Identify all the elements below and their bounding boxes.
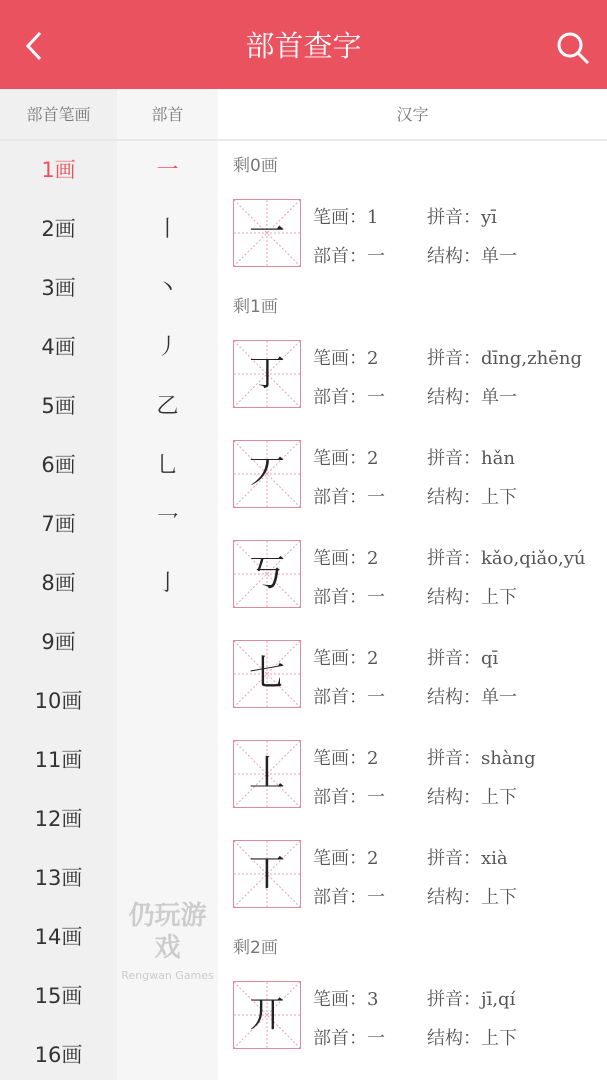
field-label: 笔画： <box>313 207 367 228</box>
character: 七 <box>248 653 285 694</box>
field-strokes <box>313 744 378 770</box>
field-label: 拼音： <box>427 848 481 869</box>
field-value: 2 <box>367 448 379 469</box>
field-value: kǎo,qiǎo,yú <box>481 548 586 569</box>
character-box <box>233 440 301 508</box>
field-value: 一 <box>367 887 385 908</box>
field-radical <box>313 1024 385 1050</box>
character-box <box>233 540 301 608</box>
field-radical <box>313 683 385 709</box>
field-strokes <box>313 444 378 470</box>
field-label: 拼音： <box>427 348 481 369</box>
field-pinyin <box>427 985 515 1011</box>
field-value: dīng,zhēng <box>481 348 582 369</box>
stroke-item[interactable]: 4画 <box>41 335 76 359</box>
field-label: 笔画： <box>313 748 367 769</box>
stroke-item[interactable]: 14画 <box>34 925 83 949</box>
field-radical <box>313 483 385 509</box>
field-value: 单一 <box>481 246 517 267</box>
character-box <box>233 981 301 1049</box>
field-strokes <box>313 344 378 370</box>
radical-item[interactable]: 乚 <box>156 453 179 478</box>
stroke-item[interactable]: 12画 <box>34 807 83 831</box>
page-title: 部首查字 <box>245 29 362 63</box>
stroke-item[interactable]: 13画 <box>34 866 83 890</box>
field-label: 部首： <box>313 387 367 408</box>
field-radical <box>313 783 385 809</box>
stroke-item[interactable]: 9画 <box>41 630 76 654</box>
field-label: 结构： <box>427 687 481 708</box>
character-box <box>233 340 301 408</box>
field-label: 笔画： <box>313 348 367 369</box>
stroke-item[interactable]: 16画 <box>34 1043 83 1067</box>
field-structure <box>427 583 517 609</box>
field-label: 部首： <box>313 246 367 267</box>
field-value: 上下 <box>481 587 517 608</box>
stroke-item[interactable]: 3画 <box>41 276 76 300</box>
field-value: 上下 <box>481 887 517 908</box>
character-row[interactable] <box>218 199 607 299</box>
character-list[interactable] <box>218 141 607 1080</box>
radical-item[interactable]: 一 <box>156 158 179 183</box>
field-value: 2 <box>367 648 379 669</box>
radical-item[interactable]: 亅 <box>156 571 179 596</box>
field-structure <box>427 1024 517 1050</box>
stroke-item[interactable]: 10画 <box>34 689 83 713</box>
field-value: jī,qí <box>481 989 516 1010</box>
field-structure <box>427 783 517 809</box>
field-value: 3 <box>367 989 379 1010</box>
field-label: 部首： <box>313 787 367 808</box>
stroke-item[interactable]: 11画 <box>34 748 83 772</box>
section-heading: 剩2画 <box>233 938 278 958</box>
stroke-count-list[interactable] <box>0 141 117 1080</box>
radical-item[interactable]: 乙 <box>156 394 179 419</box>
field-radical <box>313 883 385 909</box>
field-strokes <box>313 985 378 1011</box>
character: 丌 <box>248 994 285 1035</box>
field-pinyin <box>427 444 515 470</box>
character: 丅 <box>248 853 285 894</box>
field-structure <box>427 483 517 509</box>
field-pinyin <box>427 844 508 870</box>
field-label: 结构： <box>427 587 481 608</box>
field-strokes <box>313 544 378 570</box>
character-row[interactable] <box>218 981 607 1080</box>
column-header-radical: 部首 <box>117 89 218 141</box>
stroke-item[interactable]: 8画 <box>41 571 76 595</box>
character-box <box>233 640 301 708</box>
field-value: qī <box>481 648 499 669</box>
character: 丁 <box>248 353 285 394</box>
field-structure <box>427 883 517 909</box>
field-value: 一 <box>367 687 385 708</box>
field-pinyin <box>427 744 536 770</box>
field-pinyin <box>427 644 498 670</box>
stroke-item[interactable]: 2画 <box>41 217 76 241</box>
character: 一 <box>248 212 285 253</box>
field-value: 2 <box>367 348 379 369</box>
field-radical <box>313 383 385 409</box>
radical-item[interactable]: 丿 <box>156 335 179 360</box>
field-value: xià <box>481 848 508 869</box>
field-label: 拼音： <box>427 548 481 569</box>
character-box <box>233 199 301 267</box>
field-structure <box>427 383 517 409</box>
stroke-item[interactable]: 5画 <box>41 394 76 418</box>
field-label: 结构： <box>427 246 481 267</box>
stroke-item[interactable]: 7画 <box>41 512 76 536</box>
character-box <box>233 840 301 908</box>
app-header <box>0 0 607 89</box>
field-label: 拼音： <box>427 748 481 769</box>
field-label: 拼音： <box>427 989 481 1010</box>
field-pinyin <box>427 344 582 370</box>
field-label: 拼音： <box>427 207 481 228</box>
field-value: 一 <box>367 246 385 267</box>
character: 丄 <box>248 753 285 794</box>
radical-item[interactable]: 乛 <box>156 512 179 537</box>
field-strokes <box>313 844 378 870</box>
field-value: 一 <box>367 1028 385 1049</box>
field-label: 笔画： <box>313 548 367 569</box>
field-label: 部首： <box>313 1028 367 1049</box>
field-structure <box>427 683 517 709</box>
watermark-subtext: Rengwan Games <box>121 969 214 982</box>
field-value: 2 <box>367 748 379 769</box>
watermark-text: 仍玩游戏 <box>128 901 207 963</box>
field-value: 2 <box>367 848 379 869</box>
section-heading: 剩0画 <box>233 156 278 176</box>
field-value: 一 <box>367 587 385 608</box>
field-label: 部首： <box>313 587 367 608</box>
field-label: 结构： <box>427 487 481 508</box>
character-box <box>233 740 301 808</box>
field-label: 部首： <box>313 687 367 708</box>
field-value: hǎn <box>481 448 515 469</box>
character: 丆 <box>248 453 285 494</box>
field-label: 结构： <box>427 887 481 908</box>
field-value: 1 <box>367 207 379 228</box>
field-label: 结构： <box>427 1028 481 1049</box>
field-label: 笔画： <box>313 648 367 669</box>
field-value: 上下 <box>481 1028 517 1049</box>
field-label: 结构： <box>427 787 481 808</box>
character-row[interactable] <box>218 640 607 740</box>
character: 丂 <box>248 553 285 594</box>
field-value: 2 <box>367 548 379 569</box>
stroke-item[interactable]: 6画 <box>41 453 76 477</box>
stroke-item[interactable]: 15画 <box>34 984 83 1008</box>
field-label: 部首： <box>313 487 367 508</box>
field-strokes <box>313 203 378 229</box>
section-heading: 剩1画 <box>233 297 278 317</box>
field-label: 笔画： <box>313 989 367 1010</box>
field-structure <box>427 242 517 268</box>
radical-item[interactable]: 丨 <box>156 217 179 242</box>
field-value: 上下 <box>481 487 517 508</box>
field-value: 单一 <box>481 387 517 408</box>
radical-item[interactable]: 丶 <box>156 276 179 301</box>
character-row[interactable] <box>218 740 607 840</box>
field-value: 上下 <box>481 787 517 808</box>
field-value: 单一 <box>481 687 517 708</box>
character-row[interactable] <box>218 540 607 640</box>
field-radical <box>313 242 385 268</box>
field-pinyin <box>427 203 497 229</box>
character-row[interactable] <box>218 840 607 940</box>
field-value: 一 <box>367 787 385 808</box>
field-radical <box>313 583 385 609</box>
field-value: 一 <box>367 387 385 408</box>
field-value: shàng <box>481 748 536 769</box>
field-label: 拼音： <box>427 448 481 469</box>
field-value: yī <box>481 207 497 228</box>
character-row[interactable] <box>218 440 607 540</box>
field-value: 一 <box>367 487 385 508</box>
column-header-strokes: 部首笔画 <box>0 89 117 141</box>
stroke-item[interactable]: 1画 <box>41 158 76 182</box>
field-pinyin <box>427 544 586 570</box>
search-icon[interactable] <box>556 31 590 65</box>
column-header-chars: 汉字 <box>218 89 607 141</box>
character-row[interactable] <box>218 340 607 440</box>
field-strokes <box>313 644 378 670</box>
field-label: 笔画： <box>313 848 367 869</box>
field-label: 笔画： <box>313 448 367 469</box>
field-label: 结构： <box>427 387 481 408</box>
field-label: 部首： <box>313 887 367 908</box>
watermark <box>119 900 216 984</box>
field-label: 拼音： <box>427 648 481 669</box>
